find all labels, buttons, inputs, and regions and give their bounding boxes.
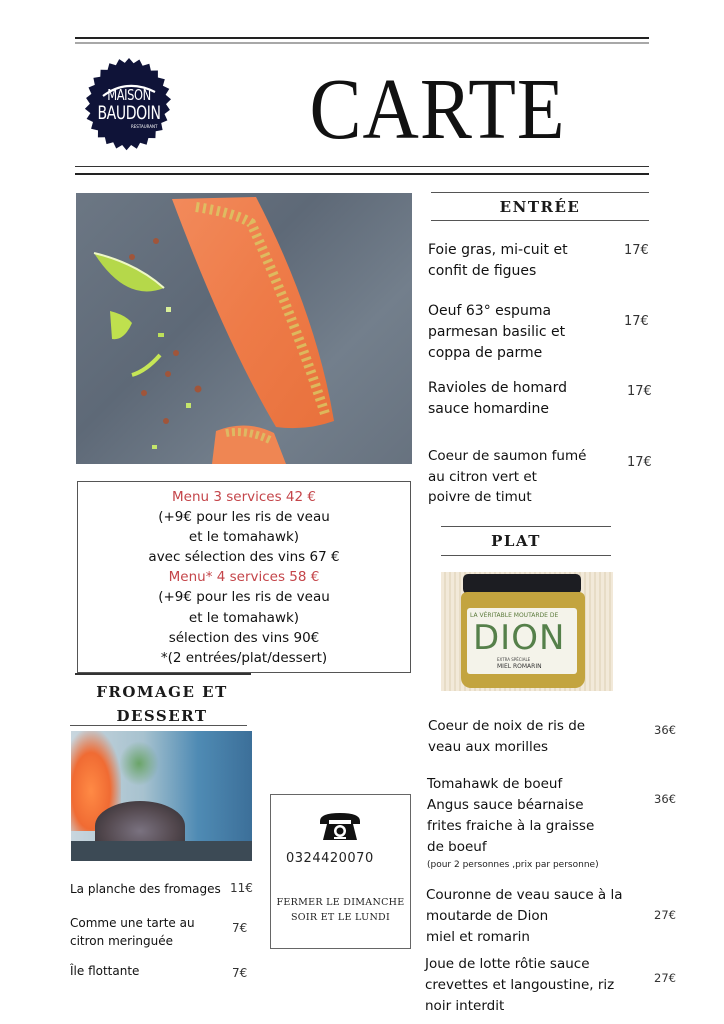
plat-top-rule (441, 526, 611, 527)
menu-3-services: Menu 3 services 42 € (172, 489, 316, 505)
menu-line: et le tomahawk) (188, 609, 300, 626)
menu-line: (+9€ pour les ris de veau (158, 589, 330, 606)
logo-text-line1: MAISON (107, 86, 151, 104)
flambe-dessert-photo (71, 731, 252, 861)
header-bottom-rule-thick (75, 173, 649, 175)
fromage-dessert-rule (70, 725, 247, 726)
plat-item-couronne-de-veau: Couronne de veau sauce à la moutarde de Dion miel et romarin (426, 887, 623, 945)
jar-label-brand: DION (473, 618, 566, 658)
set-menu-box (77, 481, 411, 673)
salmon-illustration (76, 193, 412, 464)
entree-item-foie-gras: Foie gras, mi-cuit et confit de figues (428, 242, 568, 279)
header-top-rule-gray (75, 42, 649, 44)
plat-item-tomahawk: Tomahawk de boeuf Angus sauce béarnaise frites fraiche à la graisse de boeuf (pour 2 personnes ,prix par personne) (427, 776, 599, 870)
menu-line: et le tomahawk) (188, 529, 300, 546)
page-title: CARTE (309, 59, 566, 158)
menu-line: avec sélection des vins 67 € (148, 549, 340, 566)
menu-box-underline (75, 673, 251, 675)
dessert-price: 11€ (230, 881, 253, 895)
plat-heading: PLAT (491, 532, 541, 550)
salmon-photo (76, 193, 412, 464)
opening-hours-notice: FERMER LE DIMANCHE SOIR ET LE LUNDI (276, 897, 405, 923)
entree-heading: ENTRÉE (499, 198, 581, 216)
plat-item-joue-de-lotte: Joue de lotte rôtie sauce crevettes et langoustine, riz noir interdit (425, 956, 615, 1014)
fromage-dessert-heading: FROMAGE ET DESSERT (96, 683, 228, 725)
logo-text-line2: BAUDOIN (97, 102, 161, 124)
plat-price: 36€ (654, 792, 676, 806)
entree-price: 17€ (627, 455, 652, 470)
phone-number[interactable]: 0324420070 (286, 851, 374, 866)
dessert-price: 7€ (232, 966, 248, 980)
entree-price: 17€ (624, 314, 649, 329)
menu-4-services: Menu* 4 services 58 € (168, 569, 320, 586)
entree-price: 17€ (627, 384, 652, 399)
logo-tagline: RESTAURANT (131, 124, 158, 129)
jar-label-sub2: MIEL ROMARIN (497, 663, 542, 670)
menu-line: sélection des vins 90€ (168, 629, 320, 646)
dessert-price: 7€ (232, 921, 248, 935)
plate (71, 841, 252, 861)
mustard-jar-photo (441, 572, 613, 691)
dessert-item-fromages: La planche des fromages (70, 882, 221, 896)
contact-box (270, 794, 411, 949)
green-blur (119, 741, 159, 786)
jar-lid (463, 574, 581, 594)
plat-bottom-rule (441, 555, 611, 556)
jar-label (467, 608, 577, 674)
dessert-item-tarte-citron: Comme une tarte au citron meringuée (70, 916, 195, 948)
telephone-icon (318, 812, 362, 842)
entree-top-rule (431, 192, 649, 193)
entree-item-oeuf: Oeuf 63° espuma parmesan basilic et coppa de parme (428, 303, 566, 361)
entree-bottom-rule (431, 220, 649, 221)
dessert-item-ile-flottante: Île flottante (70, 964, 140, 978)
entree-price: 17€ (624, 243, 649, 258)
plat-price: 36€ (654, 723, 676, 737)
entree-item-saumon: Coeur de saumon fumé au citron vert et poivre de timut (428, 448, 587, 505)
restaurant-logo (75, 52, 181, 158)
entree-item-ravioles: Ravioles de homard sauce homardine (428, 380, 567, 417)
tomahawk-note: (pour 2 personnes ,prix par personne) (427, 860, 599, 870)
header-bottom-rule (75, 166, 649, 167)
plat-item-ris-de-veau: Coeur de noix de ris de veau aux morilles (428, 718, 586, 755)
plat-price: 27€ (654, 908, 676, 922)
plat-price: 27€ (654, 971, 676, 985)
header-top-rule (75, 37, 649, 39)
menu-line: (+9€ pour les ris de veau (158, 509, 330, 526)
jar-label-sub1: EXTRA SPÉCIALE (497, 657, 531, 662)
jar-label-top: LA VÉRITABLE MOUTARDE DE (470, 612, 559, 619)
menu-line: *(2 entrées/plat/dessert) (160, 649, 328, 666)
